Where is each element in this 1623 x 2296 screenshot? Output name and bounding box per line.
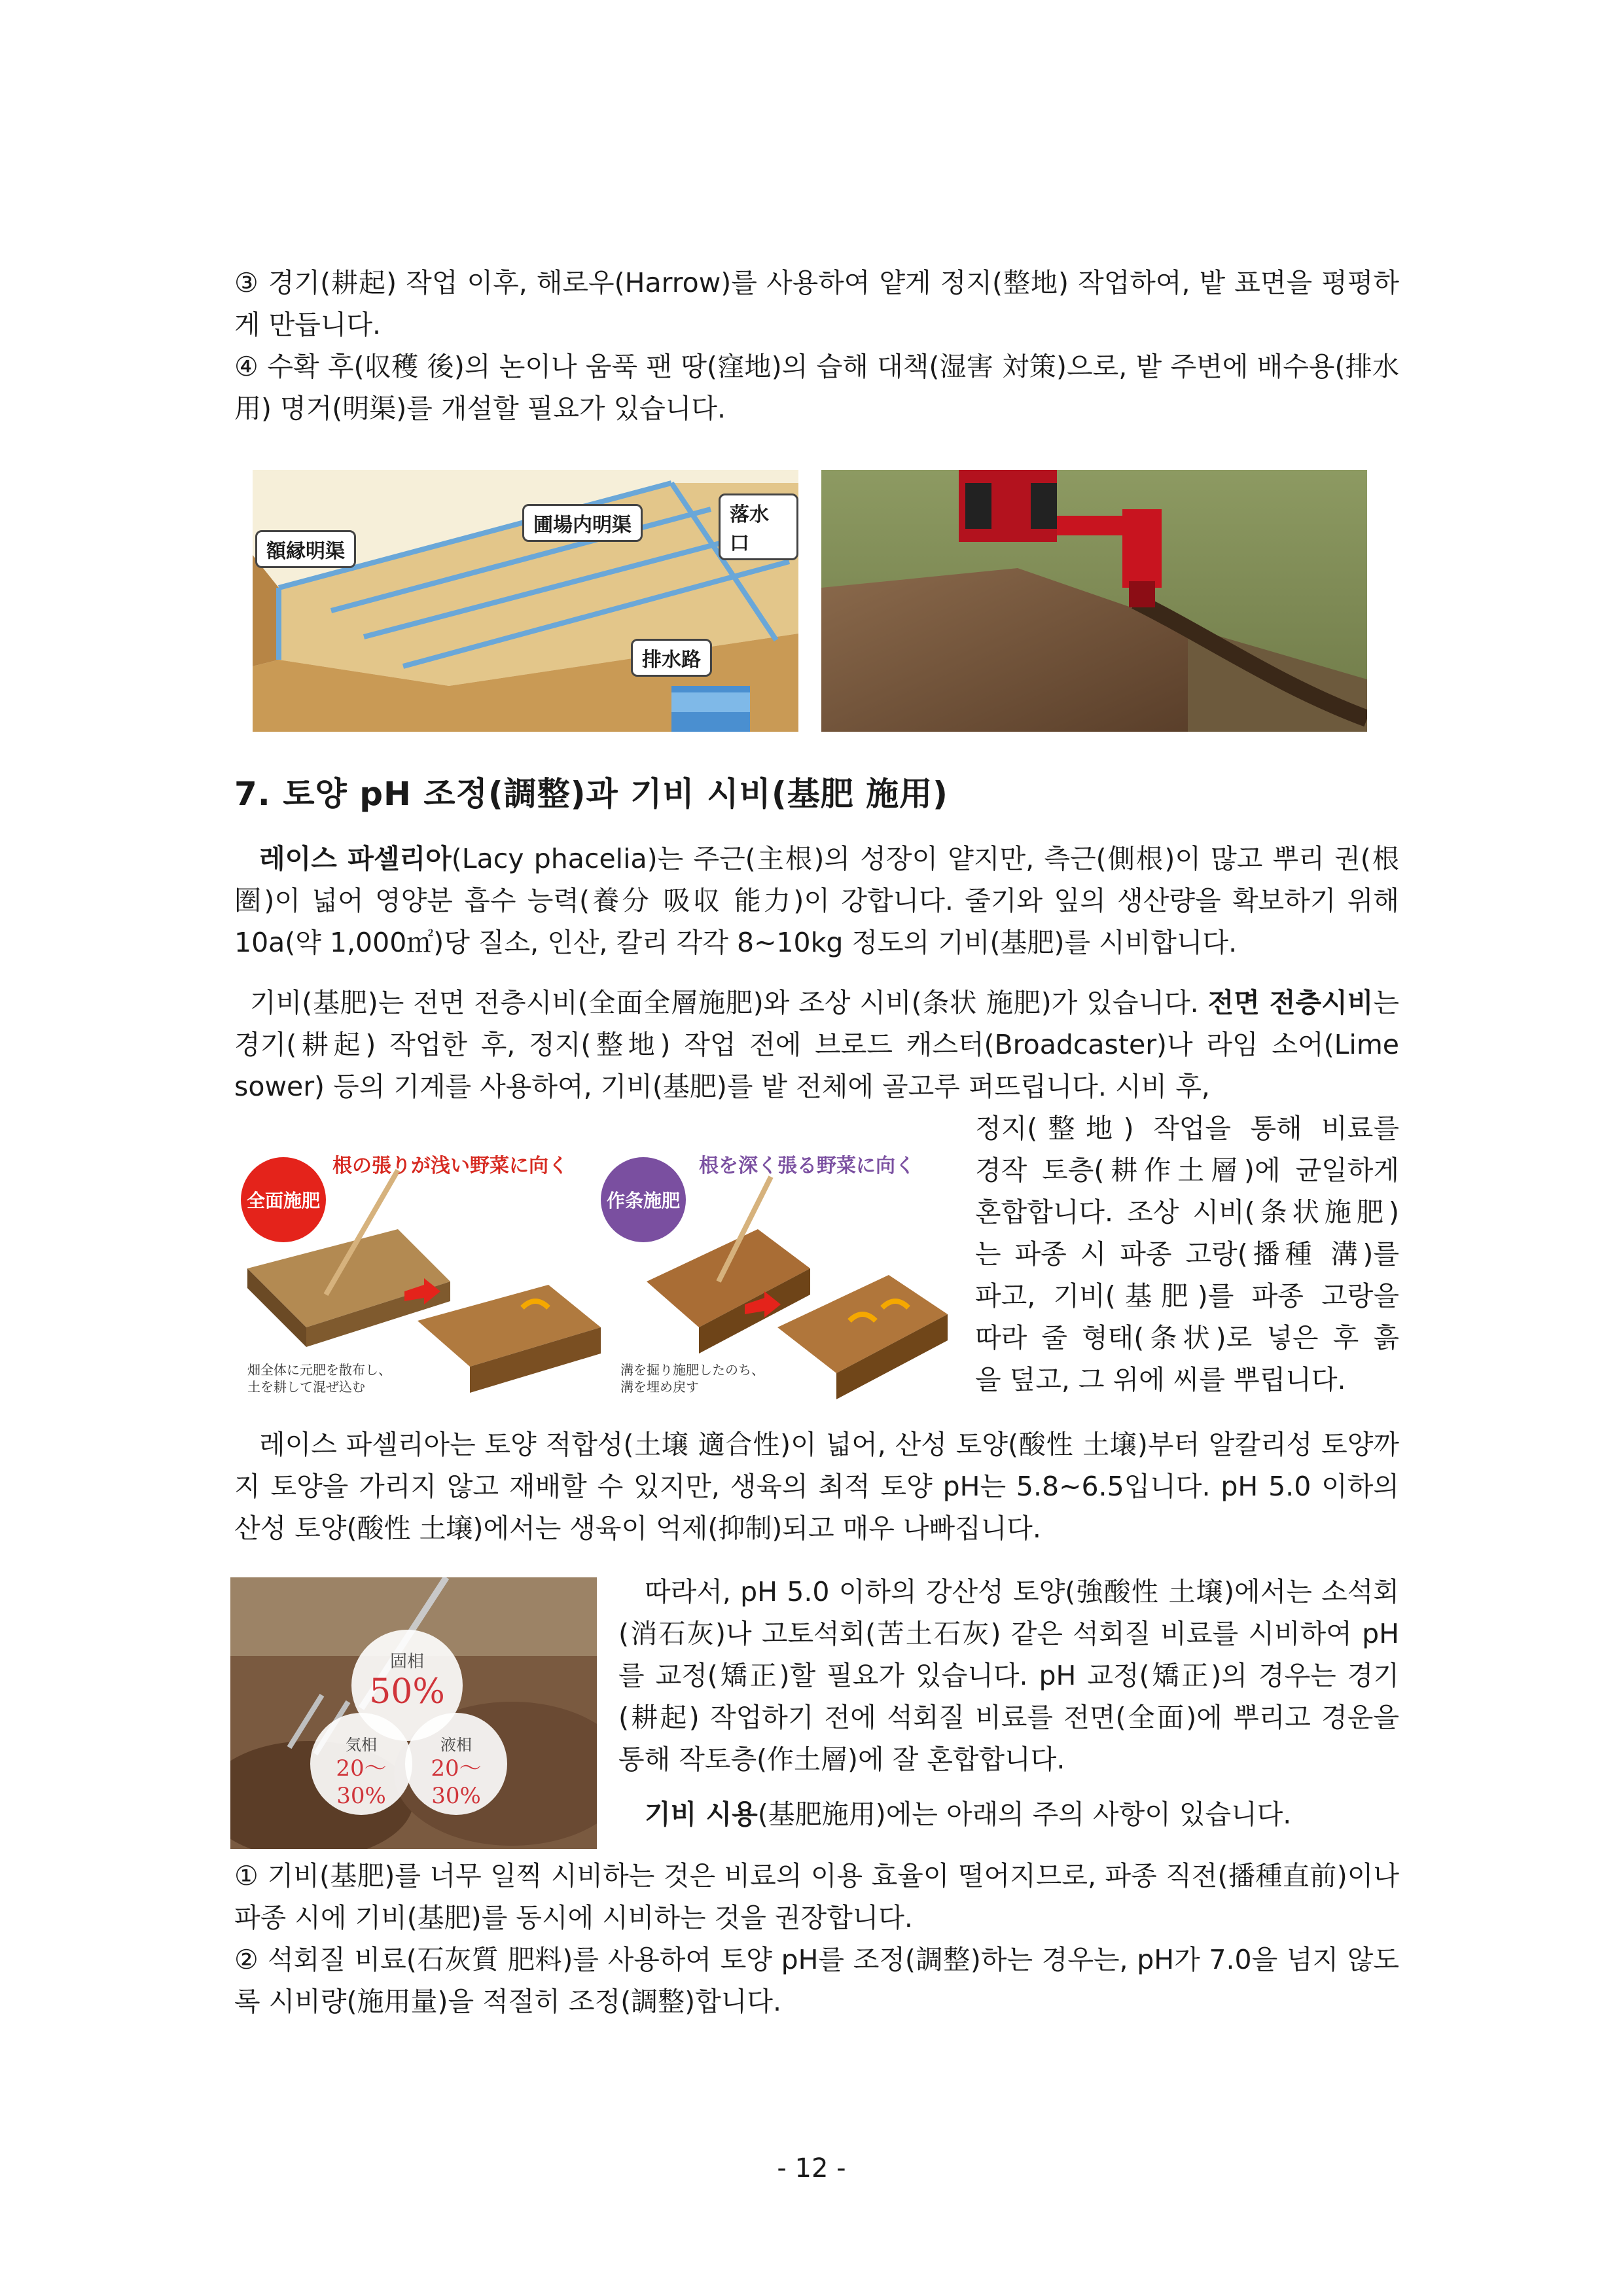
base-fertilizer-text-b: 는 경기(耕起) 작업한 후, 정지(整地) 작업 전에 브로드 캐스터(Broadcaster)나 라임 소어(Lime sower) 등의 기계를 사용하여, 기비(基肥)를 밭 전체에 골고루 퍼뜨립니다. 시비 후, xyxy=(234,987,1399,1102)
phacelia-bold-term: 레이스 파셀리아 xyxy=(259,843,452,874)
row-fertilizing-note-line-2: 溝を埋め戻す xyxy=(620,1379,699,1395)
solid-phase-label: 固相 xyxy=(389,1652,424,1672)
base-fertilizer-text-a: 기비(基肥)는 전면 전층시비(全面全層施肥)와 조상 시비(条状 施肥)가 있습니다. xyxy=(250,987,1199,1018)
paragraph-base-fertilizer-cautions xyxy=(618,1793,1399,1835)
row-fertilizing-note xyxy=(620,1361,764,1395)
base-fertilizer-cautions-text: (基肥施用)에는 아래의 주의 사항이 있습니다. xyxy=(757,1799,1292,1830)
wrap-line-4: 는 파종 시 파종 고랑(播種 溝)를 xyxy=(975,1238,1399,1270)
broadcast-note xyxy=(247,1361,391,1395)
row-fertilizing-note-line-1: 溝を掘り施肥したのち、 xyxy=(620,1362,764,1378)
row-fertilizing-caption: 根を深く張る野菜に向く xyxy=(699,1155,915,1177)
solid-phase-value: 50% xyxy=(369,1672,445,1712)
broadcast-note-line-2: 土を耕して混ぜ込む xyxy=(247,1379,365,1395)
list-item-4: ④ 수확 후(収穫 後)의 논이나 움푹 팬 땅(窪地)의 습해 대책(湿害 対策)으로, 밭 주변에 배수용(排水用) 명거(明渠)를 개설할 필요가 있습니다. xyxy=(234,351,1399,424)
edge-ditch-label: 額縁明渠 xyxy=(255,530,356,568)
list-item-3: ③ 경기(耕起) 작업 이후, 해로우(Harrow)를 사용하여 얕게 정지(整地) 작업하여, 밭 표면을 평평하게 만듭니다. xyxy=(234,267,1399,340)
base-fertilizer-bold-term: 기비 시용 xyxy=(645,1799,758,1830)
broadcast-badge: 全面施肥 xyxy=(241,1157,326,1242)
wrap-line-3: 혼합합니다. 조상 시비(条状施肥) xyxy=(975,1196,1399,1228)
paragraph-lime-correction: 따라서, pH 5.0 이하의 강산성 토양(強酸性 土壌)에서는 소석회(消石灰)나 고토석회(苦土石灰) 같은 석회질 비료를 시비하여 pH를 교정(矯正)할 필요가 있습니다. pH 교정(矯正)의 경우는 경기(耕起) 작업하기 전에 석회질 비료를 전면(全面)에 뿌리고 경운을 통해 작토층(作土層)에 잘 혼합합니다. xyxy=(618,1576,1399,1775)
fertilizing-methods-illustration xyxy=(234,1131,961,1406)
broadcast-fertilizing-bold-term: 전면 전층시비 xyxy=(1207,987,1374,1018)
liquid-phase-value-2: 30% xyxy=(431,1783,481,1809)
wrap-text-column xyxy=(975,1107,1399,1401)
gas-phase-label: 気相 xyxy=(346,1736,377,1754)
paragraph-soil-adaptability: 레이스 파셀리아는 토양 적합성(土壌 適合性)이 넓어, 산성 토양(酸性 土壌)부터 알칼리성 토양까지 토양을 가리지 않고 재배할 수 있지만, 생육의 최적 토양 pH는 5.8~6.5입니다. pH 5.0 이하의 산성 토양(酸性 土壌)에서는 생육이 억제(抑制)되고 매우 나빠집니다. xyxy=(234,1429,1399,1544)
drainage-ditch-diagram xyxy=(253,470,798,732)
gas-phase-value-2: 30% xyxy=(336,1783,386,1809)
tractor-photo-svg xyxy=(821,470,1367,732)
wrap-line-5: 파고, 기비(基肥)를 파종 고랑을 xyxy=(975,1280,1399,1312)
broadcast-caption: 根の張りが浅い野菜に向く xyxy=(332,1155,568,1177)
phacelia-intro-text: (Lacy phacelia)는 주근(主根)의 성장이 얕지만, 측근(側根)이 많고 뿌리 권(根圏)이 넓어 영양분 흡수 능력(養分 吸収 能力)이 강합니다. 줄기와 잎의 생산량을 확보하기 위해 10a(약 1,000㎡)당 질소, 인산, 칼리 각각 8~10kg 정도의 기비(基肥)를 시비합니다. xyxy=(234,843,1399,958)
gas-phase-value-1: 20～ xyxy=(336,1755,387,1782)
paragraph-base-fertilizer xyxy=(234,982,1399,1107)
soil-phase-photo xyxy=(230,1577,597,1849)
wrap-line-7: 을 덮고, 그 위에 씨를 뿌립니다. xyxy=(975,1364,1346,1395)
paragraph-phacelia-intro xyxy=(234,838,1399,963)
liquid-phase-value-1: 20～ xyxy=(431,1755,482,1782)
page-number: - 12 - xyxy=(777,2153,846,2183)
row-fertilizing-badge: 作条施肥 xyxy=(601,1157,686,1242)
caution-item-2: ② 석회질 비료(石灰質 肥料)를 사용하여 토양 pH를 조정(調整)하는 경우는, pH가 7.0을 넘지 않도록 시비량(施用量)을 적절히 조정(調整)합니다. xyxy=(234,1944,1399,2017)
drain-label: 排水路 xyxy=(631,639,712,677)
wrap-line-6: 따라 줄 형태(条状)로 넣은 후 흙 xyxy=(975,1322,1399,1354)
drop-outlet-label: 落水口 xyxy=(719,493,798,560)
field-ditch-label: 圃場内明渠 xyxy=(522,504,643,542)
liquid-phase-group xyxy=(405,1732,507,1810)
wrap-line-1: 정지(整地) 작업을 통해 비료를 xyxy=(975,1113,1399,1144)
broadcast-note-line-1: 畑全体に元肥を散布し、 xyxy=(247,1362,391,1378)
caution-item-1: ① 기비(基肥)를 너무 일찍 시비하는 것은 비료의 이용 효율이 떨어지므로, 파종 직전(播種直前)이나 파종 시에 기비(基肥)를 동시에 시비하는 것을 권장합니다. xyxy=(234,1860,1399,1933)
section-title: 7. 토양 pH 조정(調整)과 기비 시비(基肥 施用) xyxy=(234,775,948,813)
solid-phase-group xyxy=(351,1648,463,1712)
liquid-phase-label: 液相 xyxy=(440,1736,472,1754)
gas-phase-group xyxy=(310,1732,412,1810)
tractor-ditch-photo xyxy=(821,470,1367,732)
wrap-line-2: 경작 토층(耕作土層)에 균일하게 xyxy=(975,1155,1399,1186)
